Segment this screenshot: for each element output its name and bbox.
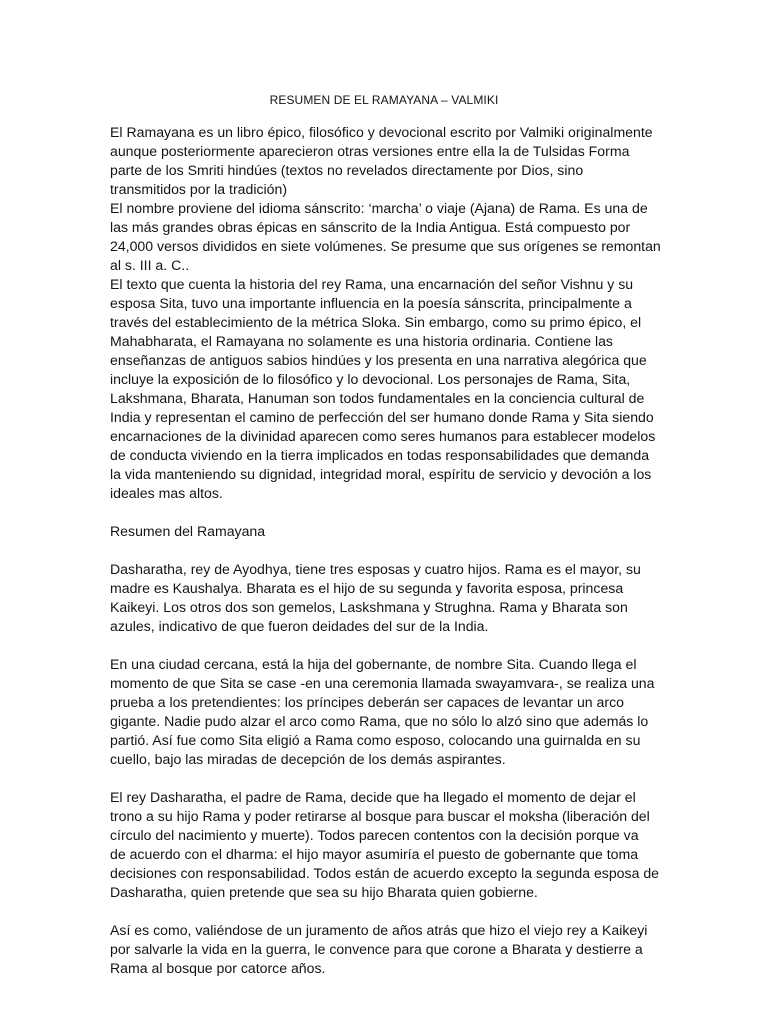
text-line: Lakshmana, Bharata, Hanuman son todos fundamentales en la conciencia cultural de — [110, 390, 645, 406]
paragraph-name-origin — [110, 199, 670, 275]
paragraph-king-decision — [110, 788, 670, 902]
text-line: de acuerdo con el dharma: el hijo mayor asumiría el puesto de gobernante que toma — [110, 846, 639, 862]
text-line: trono a su hijo Rama y poder retirarse al bosque para buscar el moksha (liberación del — [110, 808, 650, 824]
text-line: Rama al bosque por catorce años. — [110, 960, 326, 976]
section-subheading — [110, 522, 670, 541]
text-line: El texto que cuenta la historia del rey Rama, una encarnación del señor Vishnu y su — [110, 276, 634, 292]
subheading-text: Resumen del Ramayana — [110, 523, 266, 539]
text-line: madre es Kaushalya. Bharata es el hijo de su segunda y favorita esposa, princesa — [110, 580, 624, 596]
text-line: incluye la exposición de lo filosófico y lo devocional. Los personajes de Rama, Sita, — [110, 371, 631, 387]
text-line: El nombre proviene del idioma sánscrito: ‘marcha’ o viaje (Ajana) de Rama. Es una de — [110, 200, 648, 216]
text-line: 24,000 versos divididos en siete volúmenes. Se presume que sus orígenes se remontan — [110, 238, 661, 254]
text-line: por salvarle la vida en la guerra, le convence para que corone a Bharata y destierre a — [110, 941, 643, 957]
text-line: círculo del nacimiento y muerte). Todos parecen contentos con la decisión porque va — [110, 827, 639, 843]
text-line: ideales mas altos. — [110, 485, 223, 501]
text-line: gigante. Nadie pudo alzar el arco como Rama, que no sólo lo alzó sino que además lo — [110, 713, 649, 729]
text-line: Dasharatha, quien pretende que sea su hijo Bharata quien gobierne. — [110, 884, 538, 900]
text-line: encarnaciones de la divinidad aparecen como seres humanos para establecer modelos — [110, 428, 656, 444]
paragraph-dasharatha — [110, 560, 670, 636]
text-line: las más grandes obras épicas en sánscrito de la India Antigua. Está compuesto por — [110, 219, 631, 235]
text-line: azules, indicativo de que fueron deidades del sur de la India. — [110, 618, 489, 634]
text-line: parte de los Smriti hindúes (textos no revelados directamente por Dios, sino — [110, 162, 584, 178]
text-line: decisiones con responsabilidad. Todos están de acuerdo excepto la segunda esposa de — [110, 865, 660, 881]
text-line: Kaikeyi. Los otros dos son gemelos, Laskshmana y Strughna. Rama y Bharata son — [110, 599, 628, 615]
text-line: transmitidos por la tradición) — [110, 181, 288, 197]
document-body — [110, 123, 670, 978]
text-line: al s. III a. C.. — [110, 257, 190, 273]
text-line: prueba a los pretendientes: los príncipes deberán ser capaces de levantar un arco — [110, 694, 624, 710]
text-line: En una ciudad cercana, está la hija del gobernante, de nombre Sita. Cuando llega el — [110, 656, 637, 672]
text-line: través del establecimiento de la métrica Sloka. Sin embargo, como su primo épico, el — [110, 314, 642, 330]
text-line: Así es como, valiéndose de un juramento de años atrás que hizo el viejo rey a Kaikeyi — [110, 922, 648, 938]
paragraph-exile — [110, 921, 670, 978]
document-title: RESUMEN DE EL RAMAYANA – VALMIKI — [269, 93, 499, 107]
paragraph-sita — [110, 655, 670, 769]
text-line: El Ramayana es un libro épico, filosófico y devocional escrito por Valmiki originalmente — [110, 124, 653, 140]
text-line: Dasharatha, rey de Ayodhya, tiene tres esposas y cuatro hijos. Rama es el mayor, su — [110, 561, 641, 577]
paragraph-spacer — [110, 636, 670, 655]
text-line: partió. Así fue como Sita eligió a Rama como esposo, colocando una guirnalda en su — [110, 732, 641, 748]
text-line: India y representan el camino de perfección del ser humano donde Rama y Sita siendo — [110, 409, 654, 425]
text-line: Mahabharata, el Ramayana no solamente es una historia ordinaria. Contiene las — [110, 333, 613, 349]
text-line: cuello, bajo las miradas de decepción de los demás aspirantes. — [110, 751, 506, 767]
paragraph-history — [110, 275, 670, 503]
text-line: momento de que Sita se case -en una ceremonia llamada swayamvara-, se realiza una — [110, 675, 655, 691]
text-line: enseñanzas de antiguos sabios hindúes y los presenta en una narrativa alegórica que — [110, 352, 647, 368]
text-line: la vida manteniendo su dignidad, integridad moral, espíritu de servicio y devoción a los — [110, 466, 652, 482]
text-line: El rey Dasharatha, el padre de Rama, decide que ha llegado el momento de dejar el — [110, 789, 636, 805]
paragraph-intro — [110, 123, 670, 199]
text-line: esposa Sita, tuvo una importante influencia en la poesía sánscrita, principalmente a — [110, 295, 632, 311]
paragraph-spacer — [110, 769, 670, 788]
paragraph-spacer — [110, 541, 670, 560]
paragraph-spacer — [110, 902, 670, 921]
text-line: de conducta viviendo en la tierra implicados en todas responsabilidades que demanda — [110, 447, 650, 463]
text-line: aunque posteriormente aparecieron otras versiones entre ella la de Tulsidas Forma — [110, 143, 630, 159]
paragraph-spacer — [110, 503, 670, 522]
